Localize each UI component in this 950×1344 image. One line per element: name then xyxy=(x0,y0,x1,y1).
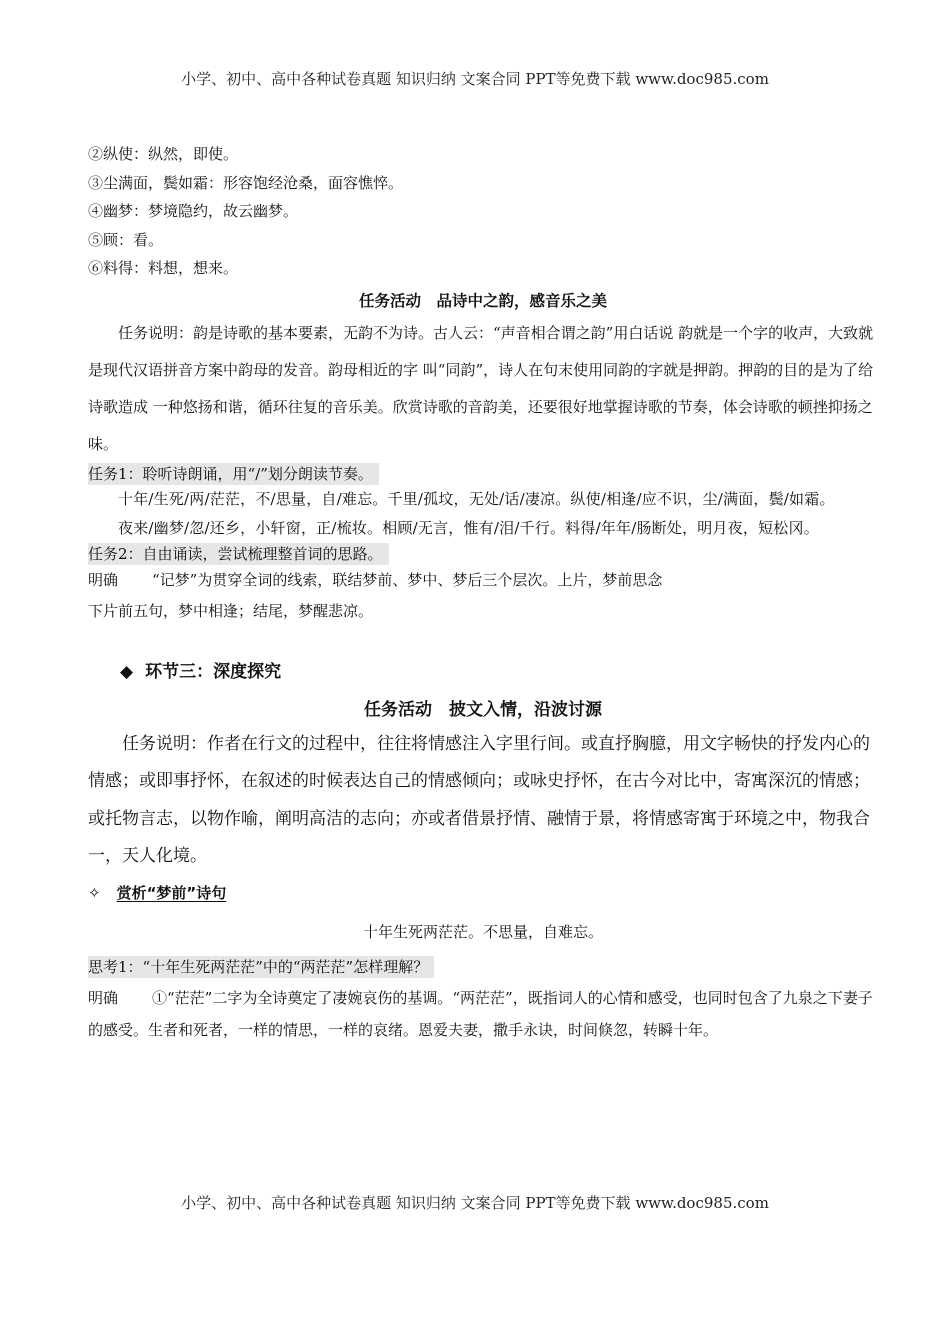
task-2-answer-line-1 xyxy=(88,565,878,596)
think-1-prompt: 思考1：“十年生死两茫茫”中的“两茫茫”怎样理解？ xyxy=(88,956,434,978)
task-description-2: 任务说明：作者在行文的过程中，往往将情感注入字里行间。或直抒胸臆，用文字畅快的抒发内心的情感；或即事抒怀，在叙述的时候表达自己的情感倾向；或咏史抒怀，在古今对比中，寄寓深沉的情感；或托物言志，以物作喻，阐明高洁的志向；亦或者借景抒情、融情于景，将情感寄寓于环境之中，物我合一，天人化境。 xyxy=(88,733,870,866)
answer-label-2: 明确 xyxy=(88,988,119,1007)
annotation-5: ⑤顾：看。 xyxy=(88,230,164,249)
answer-text: “记梦”为贯穿全词的线索，联结梦前、梦中、梦后三个层次。上片，梦前思念 xyxy=(152,570,663,589)
rhythm-stanza-2: 夜来/幽梦/忽/还乡，小轩窗，正/梳妆。相顾/无言，惟有/泪/千行。料得/年年/肠断处，明月夜，短松冈。 xyxy=(118,518,819,537)
page-footer: 小学、初中、高中各种试卷真题 知识归纳 文案合同 PPT等免费下载 www.doc985.com xyxy=(181,1194,769,1212)
task-activity-title-2: 任务活动 披文入情，沿波讨源 xyxy=(364,699,602,720)
subsection-heading xyxy=(88,880,878,906)
task-2-answer-line-2: 下片前五句，梦中相逢；结尾，梦醒悲凉。 xyxy=(88,601,374,620)
poem-verse: 十年生死两茫茫。不思量，自难忘。 xyxy=(362,922,603,941)
section-3-title: 环节三：深度探究 xyxy=(145,661,282,682)
answer-label: 明确 xyxy=(88,570,119,589)
annotation-6: ⑥料得：料想，想来。 xyxy=(88,259,239,277)
sparkle-bullet-icon: ✧ xyxy=(88,883,101,902)
section-3-heading xyxy=(88,660,878,684)
document-body xyxy=(88,140,878,1046)
task-2-prompt: 任务2：自由诵读，尝试梳理整首词的思路。 xyxy=(88,543,389,565)
rhythm-stanza-1: 十年/生死/两/茫茫，不/思量，自/难忘。千里/孤坟，无处/话/凄凉。纵使/相逢/应不识，尘/满面，鬓/如霜。 xyxy=(118,489,835,508)
think-1-answer xyxy=(88,982,878,1046)
task-1-prompt: 任务1：聆听诗朗诵，用“/”划分朗读节奏。 xyxy=(88,463,379,485)
annotation-2: ②纵使：纵然，即使。 xyxy=(88,145,239,163)
annotation-4: ④幽梦：梦境隐约，故云幽梦。 xyxy=(88,202,299,220)
page-header: 小学、初中、高中各种试卷真题 知识归纳 文案合同 PPT等免费下载 www.doc985.com xyxy=(181,70,769,88)
annotation-3: ③尘满面，鬓如霜：形容饱经沧桑，面容憔悴。 xyxy=(88,173,404,192)
task-description: 任务说明：韵是诗歌的基本要素，无韵不为诗。古人云：“声音相合谓之韵”用白话说 韵就是一个字的收声，大致就是现代汉语拼音方案中韵母的发音。韵母相近的字 叫“同韵”，诗人在句末使用同韵的字就是押韵。押韵的目的是为了给诗歌造成 一种悠扬和谐，循环往复的音乐美。欣赏诗歌的音韵美，还要很好地掌握诗歌的节奏，体会诗歌的顿挫抑扬之味。 xyxy=(88,323,874,453)
subsection-title: 赏析“梦前”诗句 xyxy=(116,883,227,902)
diamond-bullet-icon: ◆ xyxy=(120,661,134,682)
task-activity-title: 任务活动 品诗中之韵，感音乐之美 xyxy=(358,291,607,310)
answer-text-2: ①“茫茫”二字为全诗奠定了凄婉哀伤的基调。“两茫茫”，既指词人的心情和感受，也同时包含了九泉之下妻子的感受。生者和死者，一样的情思，一样的哀绪。恩爱夫妻，撒手永诀，时间倏忽，转瞬十年。 xyxy=(88,988,873,1039)
